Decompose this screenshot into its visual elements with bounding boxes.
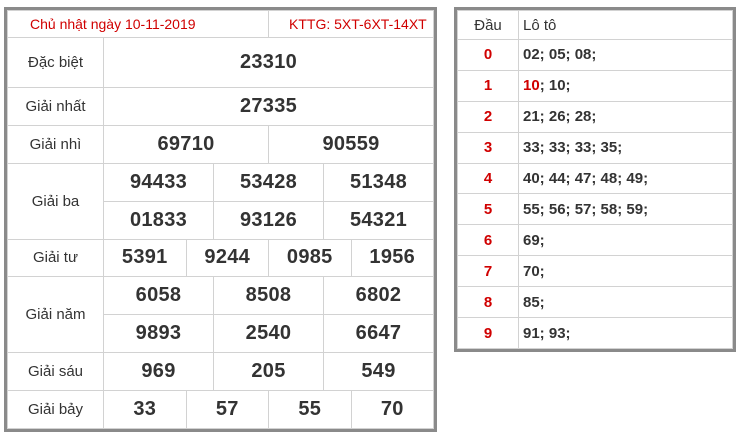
loto-tails: 55; 56; 57; 58; 59; xyxy=(519,194,733,225)
third-prize-number: 93126 xyxy=(214,201,324,239)
loto-head-digit: 9 xyxy=(458,318,519,349)
fifth-prize-number: 9893 xyxy=(104,315,214,353)
loto-tails: 70; xyxy=(519,256,733,287)
loto-column-header: Lô tô xyxy=(519,11,733,40)
fifth-prize-number: 6802 xyxy=(324,277,434,315)
fifth-prize-row xyxy=(8,277,434,315)
special-prize-number: 23310 xyxy=(104,38,434,88)
loto-tails xyxy=(519,70,733,101)
special-prize-row xyxy=(8,38,434,88)
draw-date: Chủ nhật ngày 10-11-2019 xyxy=(8,11,269,38)
dau-column-header: Đầu xyxy=(458,11,519,40)
third-prize-number: 53428 xyxy=(214,163,324,201)
results-header-row xyxy=(8,11,434,38)
second-prize-label: Giải nhì xyxy=(8,125,104,163)
sixth-prize-number: 549 xyxy=(324,353,434,391)
loto-head-digit: 6 xyxy=(458,225,519,256)
seventh-prize-number: 70 xyxy=(351,391,434,429)
seventh-prize-number: 33 xyxy=(104,391,187,429)
third-prize-number: 01833 xyxy=(104,201,214,239)
sixth-prize-number: 969 xyxy=(104,353,214,391)
loto-head-digit: 2 xyxy=(458,101,519,132)
loto-head-digit: 7 xyxy=(458,256,519,287)
loto-head-digit: 5 xyxy=(458,194,519,225)
seventh-prize-number: 57 xyxy=(186,391,269,429)
loto-tails-rest: ; 10; xyxy=(539,77,571,95)
fifth-prize-number: 6058 xyxy=(104,277,214,315)
special-prize-label: Đặc biệt xyxy=(8,38,104,88)
results-table xyxy=(4,7,437,432)
loto-special-tail: 10 xyxy=(523,77,540,95)
fourth-prize-number: 9244 xyxy=(186,239,269,277)
loto-row xyxy=(458,318,733,349)
loto-row xyxy=(458,194,733,225)
loto-table xyxy=(454,7,736,352)
second-prize-number: 90559 xyxy=(269,125,434,163)
seventh-prize-label: Giải bảy xyxy=(8,391,104,429)
fourth-prize-number: 0985 xyxy=(269,239,352,277)
fourth-prize-number: 5391 xyxy=(104,239,187,277)
fourth-prize-number: 1956 xyxy=(351,239,434,277)
loto-head-digit: 8 xyxy=(458,287,519,318)
fifth-prize-number: 2540 xyxy=(214,315,324,353)
sixth-prize-label: Giải sáu xyxy=(8,353,104,391)
third-prize-number: 51348 xyxy=(324,163,434,201)
loto-row xyxy=(458,163,733,194)
loto-tails: 85; xyxy=(519,287,733,318)
third-prize-label: Giải ba xyxy=(8,163,104,239)
first-prize-row xyxy=(8,88,434,126)
loto-tails: 40; 44; 47; 48; 49; xyxy=(519,163,733,194)
loto-head-digit: 0 xyxy=(458,40,519,71)
loto-row xyxy=(458,40,733,71)
loto-row xyxy=(458,256,733,287)
first-prize-number: 27335 xyxy=(104,88,434,126)
loto-row xyxy=(458,101,733,132)
sixth-prize-row xyxy=(8,353,434,391)
loto-tails: 69; xyxy=(519,225,733,256)
third-prize-number: 54321 xyxy=(324,201,434,239)
loto-row xyxy=(458,287,733,318)
fifth-prize-number: 8508 xyxy=(214,277,324,315)
loto-head-digit: 1 xyxy=(458,70,519,101)
loto-tails: 02; 05; 08; xyxy=(519,40,733,71)
second-prize-number: 69710 xyxy=(104,125,269,163)
loto-row xyxy=(458,70,733,101)
loto-head-digit: 4 xyxy=(458,163,519,194)
loto-header-row xyxy=(458,11,733,40)
third-prize-row xyxy=(8,163,434,201)
fifth-prize-number: 6647 xyxy=(324,315,434,353)
seventh-prize-number: 55 xyxy=(269,391,352,429)
fourth-prize-label: Giải tư xyxy=(8,239,104,277)
seventh-prize-row xyxy=(8,391,434,429)
loto-tails: 33; 33; 33; 35; xyxy=(519,132,733,163)
second-prize-row xyxy=(8,125,434,163)
loto-row xyxy=(458,132,733,163)
sixth-prize-number: 205 xyxy=(214,353,324,391)
loto-tails: 21; 26; 28; xyxy=(519,101,733,132)
loto-head-digit: 3 xyxy=(458,132,519,163)
fifth-prize-label: Giải năm xyxy=(8,277,104,353)
loto-row xyxy=(458,225,733,256)
first-prize-label: Giải nhất xyxy=(8,88,104,126)
kttg-info: KTTG: 5XT-6XT-14XT xyxy=(269,11,434,38)
fourth-prize-row xyxy=(8,239,434,277)
loto-tails: 91; 93; xyxy=(519,318,733,349)
third-prize-number: 94433 xyxy=(104,163,214,201)
